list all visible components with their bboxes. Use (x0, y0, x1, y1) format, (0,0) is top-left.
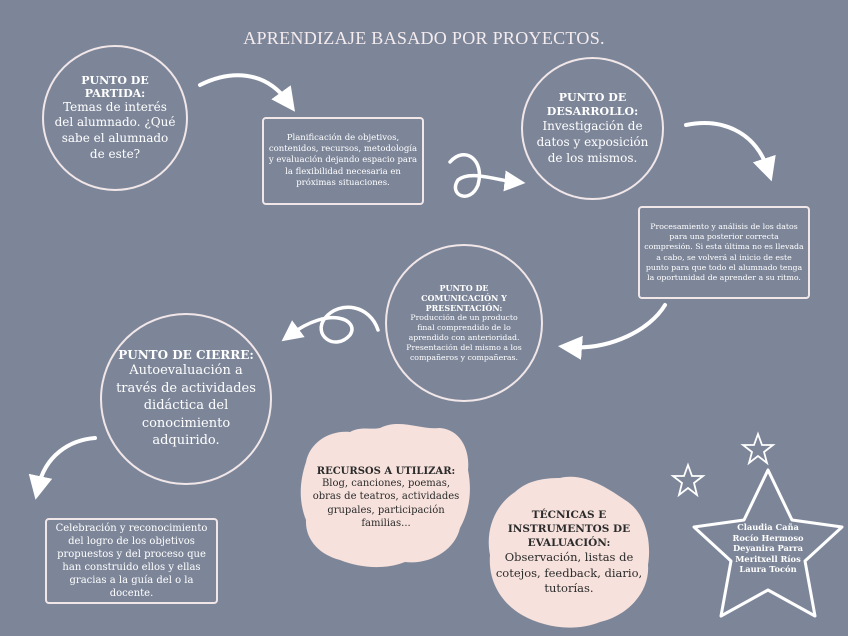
start-point-circle (42, 45, 188, 191)
resources-body: Blog, canciones, poemas, obras de teatros, actividades grupales, participación familias... (312, 477, 460, 529)
resources-heading: RECURSOS A UTILIZAR: (316, 465, 456, 477)
development-point-heading: PUNTO DE DESARROLLO: (546, 90, 639, 119)
closing-point-heading: PUNTO DE CIERRE: (118, 348, 254, 363)
arrow-processing-to-communication (570, 305, 665, 347)
page-title: APRENDIZAJE BASADO POR PROYECTOS. (243, 28, 605, 48)
author-name: Claudia Caña (737, 522, 799, 532)
arrow-closing-to-celebration (38, 438, 95, 488)
closing-point-circle (100, 313, 272, 485)
small-star-icon (673, 465, 703, 495)
author-name: Deyanira Parra (732, 543, 803, 554)
closing-point-body: Autoevaluación a través de actividades didáctica del conocimiento adquirido. (116, 363, 256, 449)
arrow-start-to-planning (200, 75, 288, 102)
start-point-heading: PUNTO DE PARTIDA: (81, 73, 149, 100)
closing-point-heading-text: PUNTO DE CIERRE (118, 348, 250, 363)
arrow-development-to-processing (686, 123, 768, 170)
start-point-body: Temas de interés del alumnado. ¿Qué sabe el alumnado de este? (54, 99, 176, 161)
author-name: Laura Tocón (739, 564, 797, 575)
techniques-content (492, 493, 646, 613)
planning-text: Planificación de objetivos, contenidos, recursos, metodología y evaluación dejando espacio para la flexibilidad necesaria en próximas situaciones. (268, 133, 418, 188)
processing-box (638, 206, 810, 299)
resources-content (302, 452, 470, 544)
techniques-body: Observación, listas de cotejos, feedback, diario, tutorías. (495, 550, 643, 596)
arrow-planning-to-development (450, 155, 515, 196)
small-star-icon (743, 434, 773, 463)
planning-box (262, 117, 424, 205)
celebration-text: Celebración y reconocimiento del logro de los objetivos propuestos y del proceso que han construido ellos y ellas gracias a la guía del o la docente. (55, 523, 208, 599)
celebration-box (45, 518, 218, 604)
communication-point-circle (385, 244, 543, 402)
communication-point-body: Producción de un producto final comprendido de lo aprendido con anterioridad. Presentación del mismo a los compañeros y compañeras. (406, 312, 522, 363)
arrow-communication-to-closing (290, 307, 378, 342)
development-point-circle (521, 57, 664, 200)
processing-text: Procesamiento y análisis de los datos para una posterior correcta compresión. Si esta última no es llevada a cabo, se volverá al inicio de este punto para que todo el alumnado tenga la oportunidad de aprender a su ritmo. (644, 222, 804, 282)
author-name: Rocío Hermoso (732, 532, 804, 543)
communication-point-heading: PUNTO DE COMUNICACIÓN Y PRESENTACIÓN: (421, 282, 507, 313)
development-point-body: Investigación de datos y exposición de los mismos. (536, 119, 649, 165)
author-name: Meritxell Ríos (735, 553, 801, 564)
authors-list (722, 522, 814, 575)
techniques-heading: TÉCNICAS E INSTRUMENTOS DE EVALUACIÓN: (507, 509, 631, 549)
